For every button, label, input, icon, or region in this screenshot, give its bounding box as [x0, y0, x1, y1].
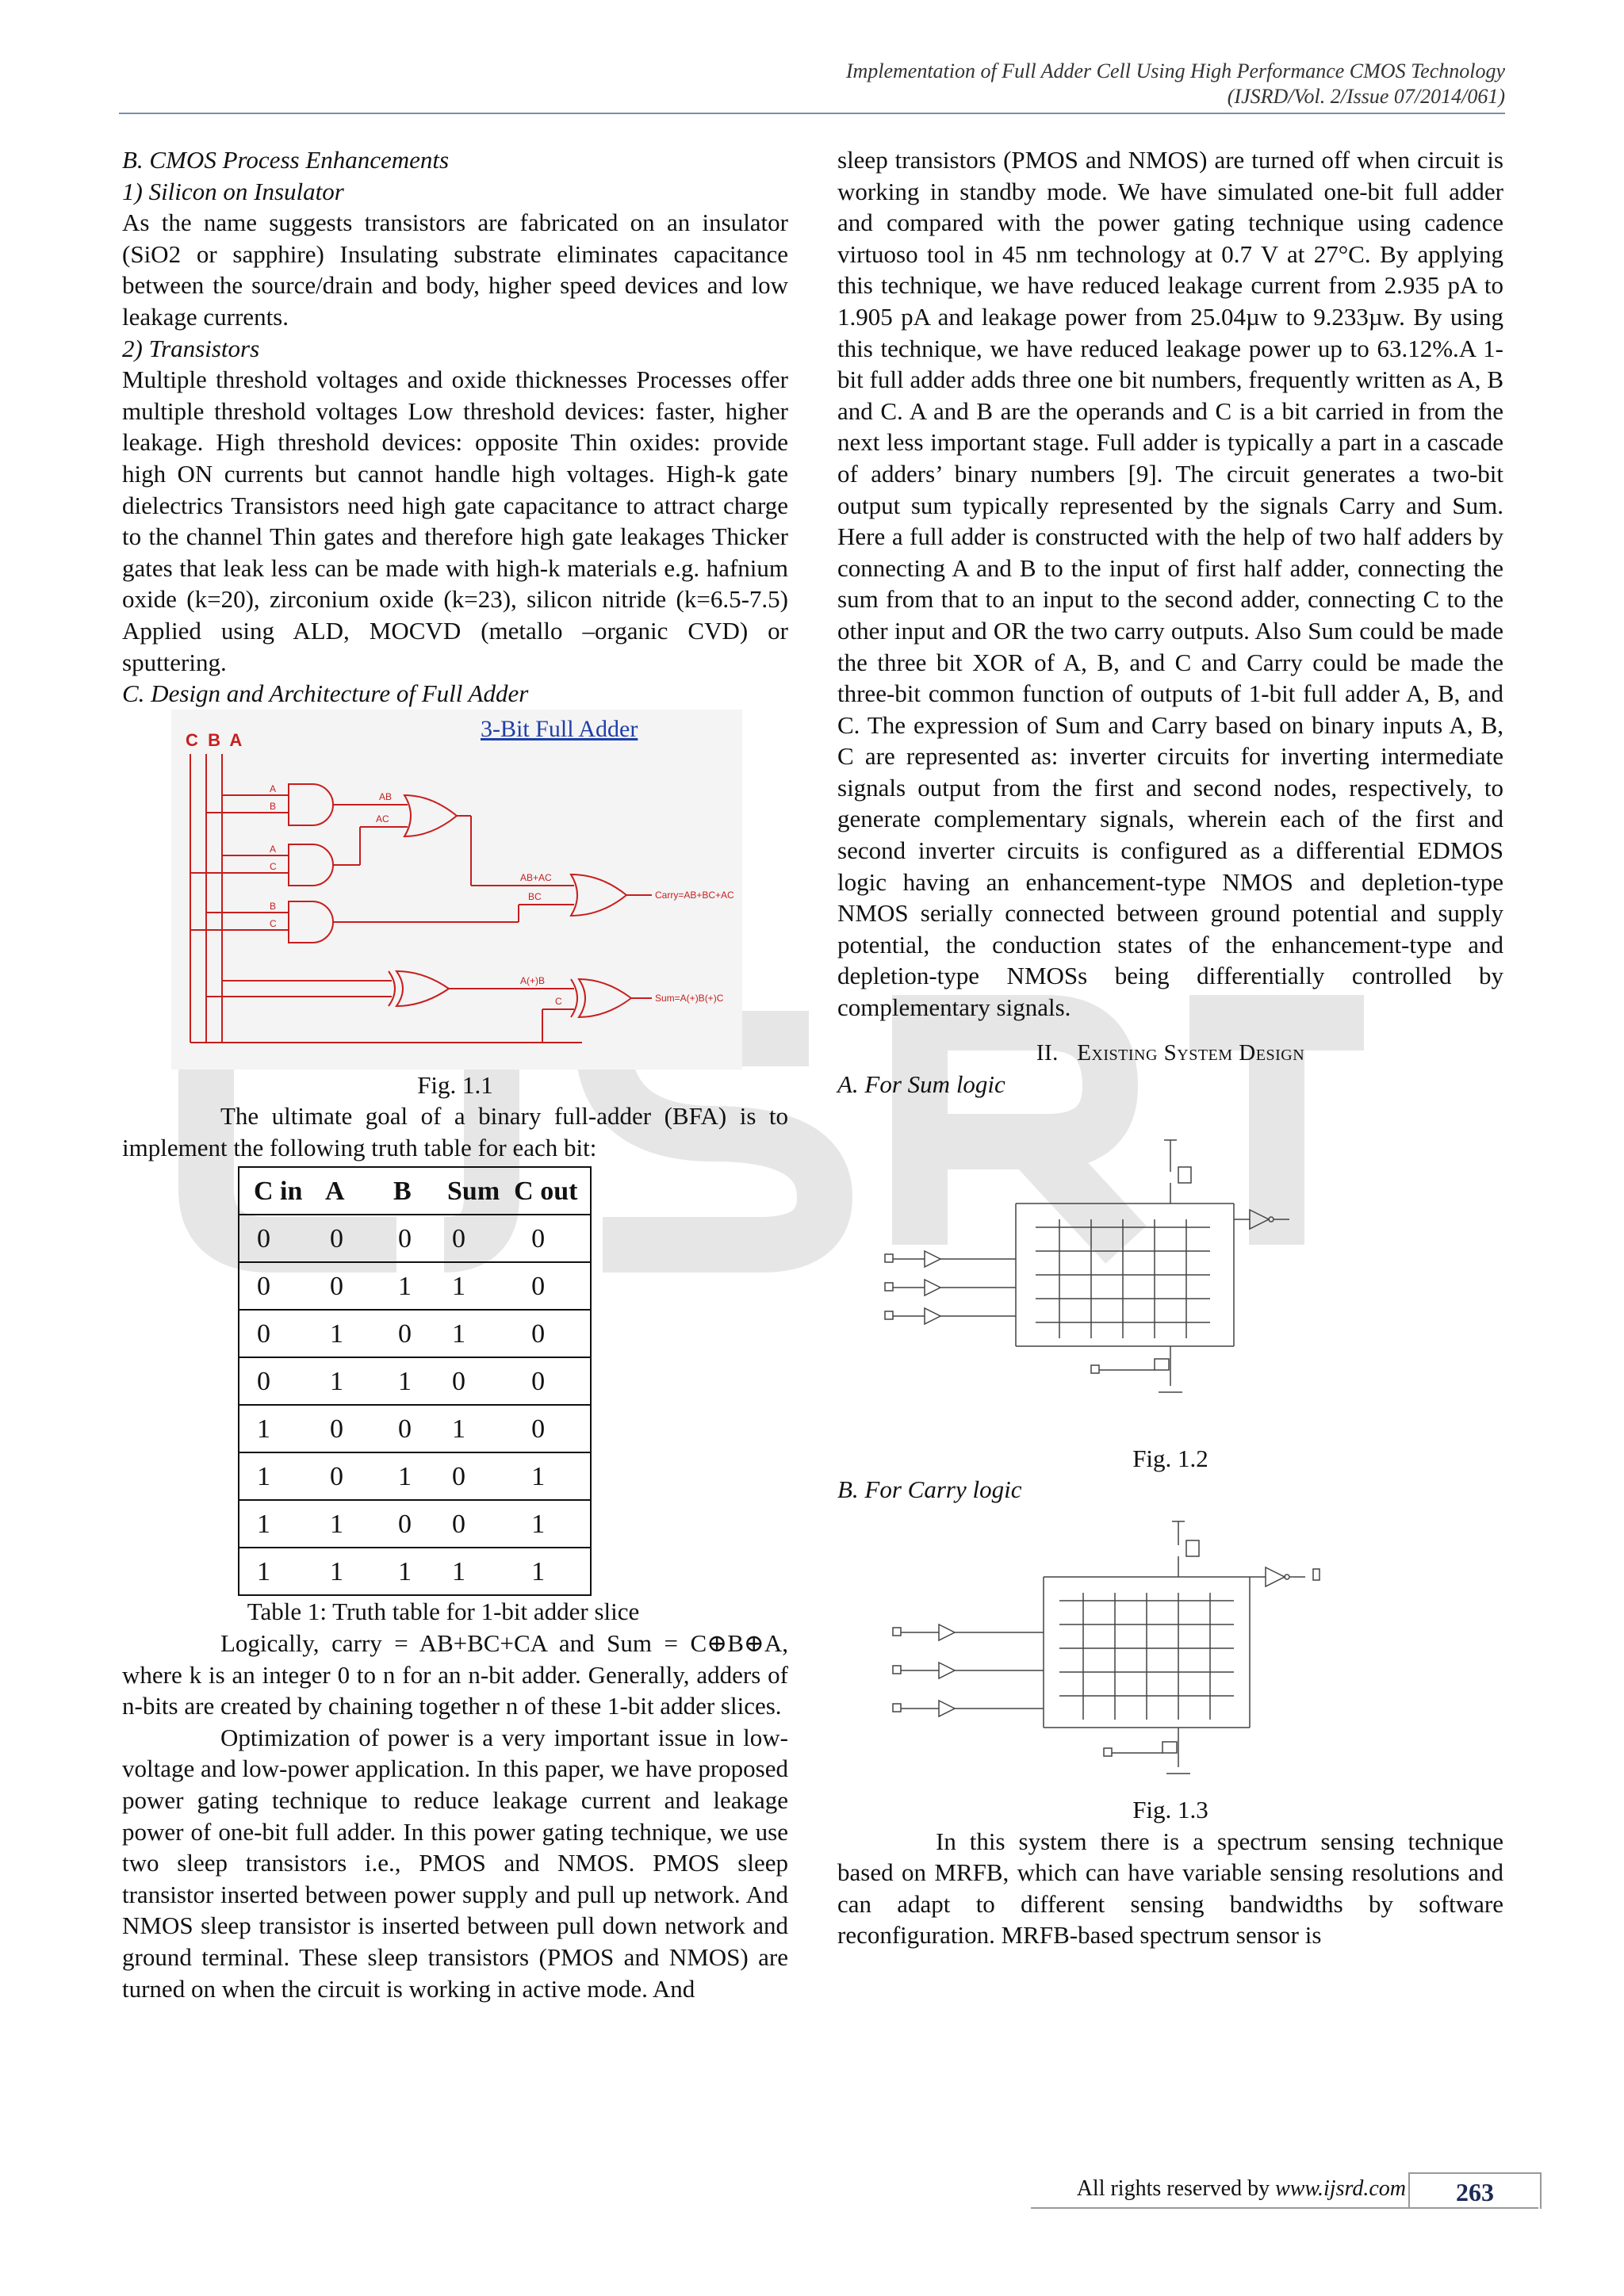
fig1-label-a2: A [270, 843, 277, 855]
table-cell: 0 [239, 1310, 311, 1357]
table-cell: 1 [379, 1452, 433, 1500]
table-cell: 0 [311, 1215, 379, 1262]
header-a: A [311, 1167, 379, 1215]
paragraph-transistors: Multiple threshold voltages and oxide thicknesses Processes offer multiple threshold voltages Low threshold devices: faster, higher leakage. High threshold devices: opposite Thin oxides: provide high ON currents but cannot handle high voltages. High-k gate dielectrics Transistors need high gate capacitance to attract charge to the channel Thin gates and therefore high gate leakages Thicker gates that leak less can be made with high-k materials e.g. hafnium oxide (k=20), zirconium oxide (k=23), silicon nitride (k=6.5-7.5) Applied using ALD, MOCVD (metallo –organic CVD) or sputtering. [122, 365, 788, 676]
footer [1077, 2176, 1406, 2202]
table-cell: 1 [500, 1548, 591, 1595]
table-cell: 0 [500, 1357, 591, 1405]
table-cell: 0 [311, 1262, 379, 1310]
table-cell: 1 [379, 1357, 433, 1405]
section-number: II. [1036, 1039, 1059, 1066]
heading-carry-logic: B. For Carry logic [837, 1475, 1022, 1504]
table-cell: 0 [500, 1310, 591, 1357]
left-column [122, 144, 788, 2004]
figure-sum-logic [837, 1100, 1503, 1443]
table-cell: 0 [311, 1405, 379, 1452]
paragraph-power: Optimization of power is a very important issue in low-voltage and low-power application. In this paper, we have proposed power gating technique to reduce leakage current and leakage power of one-bit full adder. In this power gating technique, we use two sleep transistors i.e., PMOS and NMOS. PMOS sleep transistor inserted between power supply and pull up network. And NMOS sleep transistor is inserted between pull down network and ground terminal. These sleep transistors (PMOS and NMOS) are turned on when the circuit is working in active mode. And [122, 1723, 788, 2003]
header-issue: (IJSRD/Vol. 2/Issue 07/2014/061) [1227, 85, 1505, 108]
table-cell: 1 [311, 1357, 379, 1405]
header-cin: C in [239, 1167, 311, 1215]
fig1-label-a1: A [270, 783, 277, 794]
table-cell: 0 [379, 1405, 433, 1452]
table1-caption: Table 1: Truth table for 1-bit adder slice [247, 1598, 640, 1626]
table-cell: 0 [500, 1215, 591, 1262]
fig2-caption: Fig. 1.2 [1132, 1444, 1208, 1472]
header-title: Implementation of Full Adder Cell Using High Performance CMOS Technology [845, 59, 1505, 82]
table-cell: 1 [311, 1310, 379, 1357]
table-cell: 1 [311, 1548, 379, 1595]
table-row [239, 1215, 591, 1262]
table-cell: 0 [379, 1500, 433, 1548]
figure-carry-logic [837, 1506, 1503, 1794]
table-cell: 1 [379, 1262, 433, 1310]
table-cell: 0 [433, 1452, 500, 1500]
fig1-label-axb: A(+)B [520, 974, 546, 986]
fig1-inputs: C B A [186, 729, 243, 750]
fig1-label-sum: Sum=A(+)B(+)C [655, 992, 724, 1004]
table-row [239, 1357, 591, 1405]
footer-site-link[interactable]: www.ijsrd.com [1275, 2176, 1406, 2201]
table-cell: 1 [239, 1548, 311, 1595]
footer-rights: All rights reserved by [1076, 2176, 1276, 2201]
table-row [239, 1262, 591, 1310]
section-title: Existing System Design [1077, 1039, 1305, 1066]
full-adder-schematic [122, 710, 788, 1070]
table-cell: 0 [379, 1310, 433, 1357]
fig1-label-c4: C [555, 995, 562, 1007]
table-row [239, 1548, 591, 1595]
paragraph-bfa: The ultimate goal of a binary full-adder (BFA) is to implement the following truth table for each bit: [122, 1102, 788, 1161]
fig3-caption: Fig. 1.3 [1132, 1796, 1208, 1823]
table-cell: 1 [311, 1500, 379, 1548]
running-header [846, 59, 1505, 109]
paragraph-soi: As the name suggests transistors are fabricated on an insulator (SiO2 or sapphire) Insulating substrate eliminates capacitance between the source/drain and body, higher speed devices and low leakage currents. [122, 209, 788, 331]
truth-table [238, 1166, 592, 1596]
fig1-caption: Fig. 1.1 [417, 1070, 493, 1099]
table-cell: 0 [500, 1405, 591, 1452]
fig1-label-carry: Carry=AB+BC+AC [655, 889, 734, 901]
table-cell: 1 [433, 1548, 500, 1595]
paragraph-mrfb: In this system there is a spectrum sensing technique based on MRFB, which can have variable sensing resolutions and can adapt to different sensing bandwidths by software reconfiguration. MRFB-based spectrum sensor is [837, 1827, 1503, 1950]
heading-design-architecture: C. Design and Architecture of Full Adder [122, 679, 529, 708]
table-cell: 0 [239, 1215, 311, 1262]
table-cell: 0 [379, 1215, 433, 1262]
table-cell: 1 [433, 1405, 500, 1452]
table-row [239, 1452, 591, 1500]
table-cell: 1 [239, 1405, 311, 1452]
table-row [239, 1310, 591, 1357]
fig1-label-c2: C [270, 860, 277, 872]
heading-soi: 1) Silicon on Insulator [122, 177, 344, 205]
carry-logic-schematic [837, 1506, 1503, 1794]
heading-transistors: 2) Transistors [122, 334, 260, 362]
table-cell: 0 [433, 1500, 500, 1548]
paragraph-sleep: sleep transistors (PMOS and NMOS) are turned off when circuit is working in standby mode. We have simulated one-bit full adder and compared with the power gating technique using cadence virtuoso tool in 45 nm technology at 0.7 V at 27°C. By applying this technique, we have reduced leakage current from 2.935 pA to 1.905 pA and leakage power from 25.04µw to 9.233µw. By using this technique, we have reduced leakage power up to 63.12%.A 1-bit full adder adds three one bit numbers, frequently written as A, B and C. A and B are the operands and C is a bit carried in from the next less important stage. Full adder is typically a part in a cascade of adders’ binary numbers [9]. The circuit generates a two-bit output sum typically represented by the signals Carry and Sum. Here a full adder is constructed with the help of two half adders by connecting A and B to the input of first half adder, connecting the sum from that to an input to the second adder, connecting C to the other input and OR the two carry outputs. Also Sum could be made the three bit XOR of A, B, and C and Carry could be made the three-bit common function of outputs of 1-bit full adder A, B, and C. The expression of Sum and Carry based on binary inputs A, B, C are represented as: inverter circuits for inverting intermediate signals output from the first and second nodes, respectively, to generate complementary signals, wherein each of the first and second inverter circuits is configured as a differential EDMOS logic having an enhancement-type NMOS and depletion-type NMOS serially connected between ground potential and supply potential, the conduction states of the enhancement-type and depletion-type NMOSs being differentially controlled by complementary signals. [837, 146, 1503, 1022]
table-cell: 1 [433, 1262, 500, 1310]
fig1-label-ab: AB [379, 790, 393, 802]
heading-cmos-process: B. CMOS Process Enhancements [122, 146, 450, 174]
header-rule [119, 113, 1505, 114]
table-cell: 1 [379, 1548, 433, 1595]
table-row [239, 1500, 591, 1548]
figure-full-adder [122, 710, 788, 1070]
table-row [239, 1405, 591, 1452]
fig1-label-ac: AC [376, 813, 389, 825]
fig1-label-b1: B [270, 800, 277, 812]
table-cell: 1 [433, 1310, 500, 1357]
heading-sum-logic: A. For Sum logic [837, 1070, 1005, 1099]
table-cell: 0 [311, 1452, 379, 1500]
table-cell: 1 [500, 1452, 591, 1500]
table-cell: 0 [500, 1262, 591, 1310]
table-cell: 1 [500, 1500, 591, 1548]
table-cell: 0 [239, 1262, 311, 1310]
page-number: 263 [1408, 2172, 1542, 2209]
fig1-title: 3-Bit Full Adder [481, 715, 638, 742]
table-cell: 0 [239, 1357, 311, 1405]
table-cell: 0 [433, 1357, 500, 1405]
table-cell: 1 [239, 1452, 311, 1500]
sum-logic-schematic [837, 1100, 1503, 1443]
header-sum: Sum [433, 1167, 500, 1215]
right-column [837, 144, 1503, 1951]
truth-table-header [239, 1167, 591, 1215]
fig1-label-abac: AB+AC [520, 871, 552, 883]
header-b: B [379, 1167, 433, 1215]
header-cout: C out [500, 1167, 591, 1215]
table-cell: 0 [433, 1215, 500, 1262]
fig1-label-bc: BC [528, 890, 542, 902]
fig1-label-c3: C [270, 917, 277, 929]
section-existing-system [837, 1038, 1503, 1070]
paragraph-logic: Logically, carry = AB+BC+CA and Sum = C⊕B⊕A, where k is an integer 0 to n for an n-bit adder. Generally, adders of n-bits are created by chaining together n of these 1-bit adder slices. [122, 1629, 788, 1720]
fig1-label-b3: B [270, 900, 277, 912]
table-cell: 1 [239, 1500, 311, 1548]
